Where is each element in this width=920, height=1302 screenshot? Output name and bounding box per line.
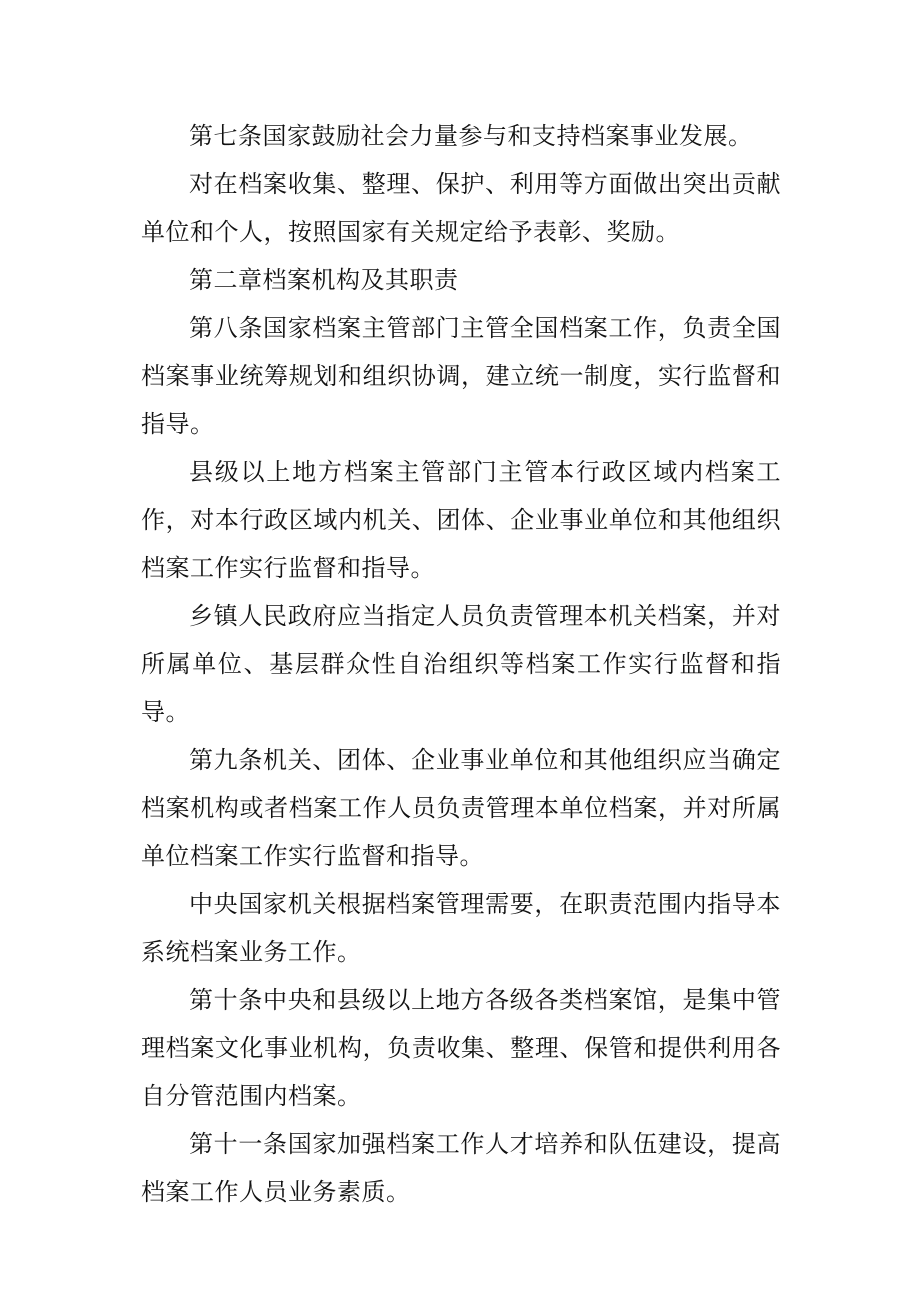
article-8-paragraph: 第八条国家档案主管部门主管全国档案工作，负责全国档案事业统筹规划和组织协调，建立统一制度，实行监督和指导。 — [141, 314, 781, 438]
article-7-paragraph: 第七条国家鼓励社会力量参与和支持档案事业发展。 — [189, 122, 753, 150]
article-9-paragraph: 第九条机关、团体、企业事业单位和其他组织应当确定档案机构或者档案工作人员负责管理本单位档案，并对所属单位档案工作实行监督和指导。 — [141, 746, 781, 870]
chapter-2-heading: 第二章档案机构及其职责 — [189, 266, 459, 294]
article-9-central-paragraph: 中央国家机关根据档案管理需要，在职责范围内指导本系统档案业务工作。 — [141, 890, 781, 966]
article-10-paragraph: 第十条中央和县级以上地方各级各类档案馆，是集中管理档案文化事业机构，负责收集、整理、保管和提供利用各自分管范围内档案。 — [141, 986, 781, 1110]
article-8-county-paragraph: 县级以上地方档案主管部门主管本行政区域内档案工作，对本行政区域内机关、团体、企业事业单位和其他组织档案工作实行监督和指导。 — [141, 458, 781, 582]
article-8-township-paragraph: 乡镇人民政府应当指定人员负责管理本机关档案，并对所属单位、基层群众性自治组织等档案工作实行监督和指导。 — [141, 602, 781, 726]
article-11-paragraph: 第十一条国家加强档案工作人才培养和队伍建设，提高档案工作人员业务素质。 — [141, 1130, 781, 1206]
article-7-commendation-paragraph: 对在档案收集、整理、保护、利用等方面做出突出贡献单位和个人，按照国家有关规定给予表彰、奖励。 — [141, 170, 781, 246]
document-body — [141, 112, 781, 1216]
